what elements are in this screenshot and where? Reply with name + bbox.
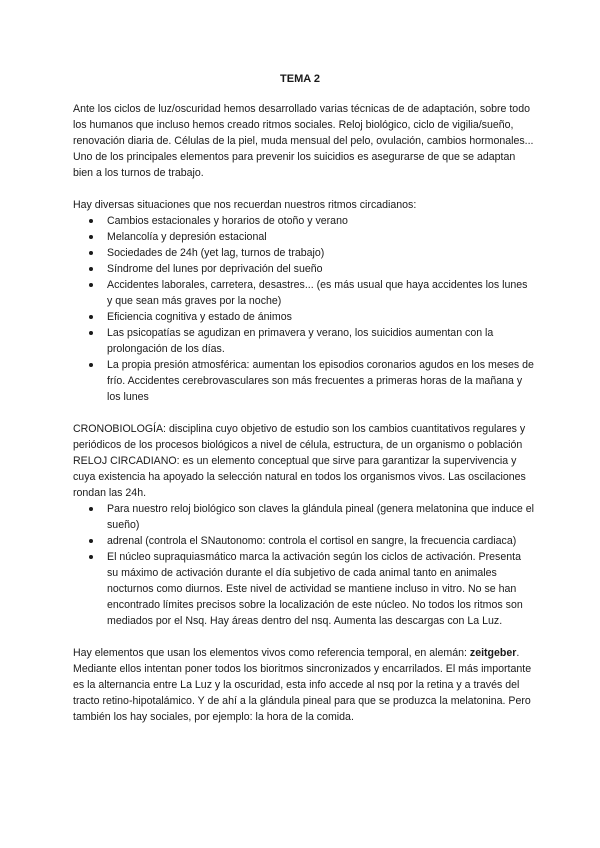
zeitgeber-term: zeitgeber	[469, 647, 517, 659]
list-item: Síndrome del lunes por deprivación del sueño	[107, 261, 535, 277]
list-item: La propia presión atmosférica: aumentan los episodios coronarios agudos en los meses de frío. Accidentes cerebrovasculares son más frecuentes a primeras horas de la mañana y los lunes	[107, 359, 534, 403]
list-item: Melancolía y depresión estacional	[107, 229, 535, 245]
situations-list	[73, 213, 535, 405]
list-item: adrenal (controla el SNautonomo: controla el cortisol en sangre, la frecuencia cardiaca)	[107, 533, 535, 549]
list-item: Eficiencia cognitiva y estado de ánimos	[107, 309, 535, 325]
zeitgeber-paragraph	[73, 645, 535, 725]
document-title: TEMA 2	[280, 73, 320, 85]
paragraph-gap	[73, 629, 535, 645]
paragraph-gap	[73, 181, 535, 197]
list-item: Cambios estacionales y horarios de otoño y verano	[107, 213, 535, 229]
intro-paragraph: Ante los ciclos de luz/oscuridad hemos desarrollado varias técnicas de de adaptación, sobre todo los humanos que incluso hemos creado ritmos sociales. Reloj biológico, ciclo de vigilia/sueño, renovación diaria de. Células de la piel, muda mensual del pelo, ovulación, cambios hormonales... Uno de los principales elementos para prevenir los suicidios es asegurarse de que se adaptan bien a los turnos de trabajo.	[73, 103, 534, 179]
list-item: Accidentes laborales, carretera, desastres... (es más usual que haya accidentes los lunes y que sean más graves por la noche)	[107, 277, 535, 309]
zeitgeber-text-before: Hay elementos que usan los elementos vivos como referencia temporal, en alemán:	[73, 647, 470, 659]
zeitgeber-text-after: . Mediante ellos intentan poner todos los bioritmos sincronizados y encarrilados. El más importante es la alternancia entre La Luz y la oscuridad, esta info accede al nsq por la retina y a través del tracto retino-hipotalámico. Y de ahí a la glándula pineal para que se produzca la melatonina. Pero también los hay sociales, por ejemplo: la hora de la comida.	[73, 647, 532, 723]
reloj-list	[73, 501, 535, 629]
list-item: Para nuestro reloj biológico son claves la glándula pineal (genera melatonina que induce el sueño)	[107, 503, 534, 531]
situations-intro: Hay diversas situaciones que nos recuerdan nuestros ritmos circadianos:	[73, 199, 417, 211]
list-item: Sociedades de 24h (yet lag, turnos de trabajo)	[107, 245, 535, 261]
list-item: El núcleo supraquiasmático marca la activación según los ciclos de activación. Presenta su máximo de activación durante el día subjetivo de cada animal tanto en animales nocturnos como diurnos. Este nivel de actividad se mantiene incluso in vitro. No se han encontrado límites precisos sobre la localización de este núcleo. No todos los ritmos son mediados por el Nsq. Hay áreas dentro del nsq. Aumenta las descargas con La Luz.	[107, 549, 535, 629]
paragraph-gap	[73, 405, 535, 421]
list-item: Las psicopatías se agudizan en primavera y verano, los suicidios aumentan con la prolongación de los días.	[107, 325, 535, 357]
reloj-circadiano-definition: RELOJ CIRCADIANO: es un elemento conceptual que sirve para garantizar la supervivencia y cuya existencia ha apoyado la selección natural en todos los organismos vivos. Las oscilaciones rondan las 24h.	[73, 455, 526, 499]
document-body	[73, 101, 535, 725]
cronobiologia-definition: CRONOBIOLOGÍA: disciplina cuyo objetivo de estudio son los cambios cuantitativos regulares y periódicos de los procesos biológicos a nivel de célula, estructura, de un organismo o población	[73, 423, 526, 451]
